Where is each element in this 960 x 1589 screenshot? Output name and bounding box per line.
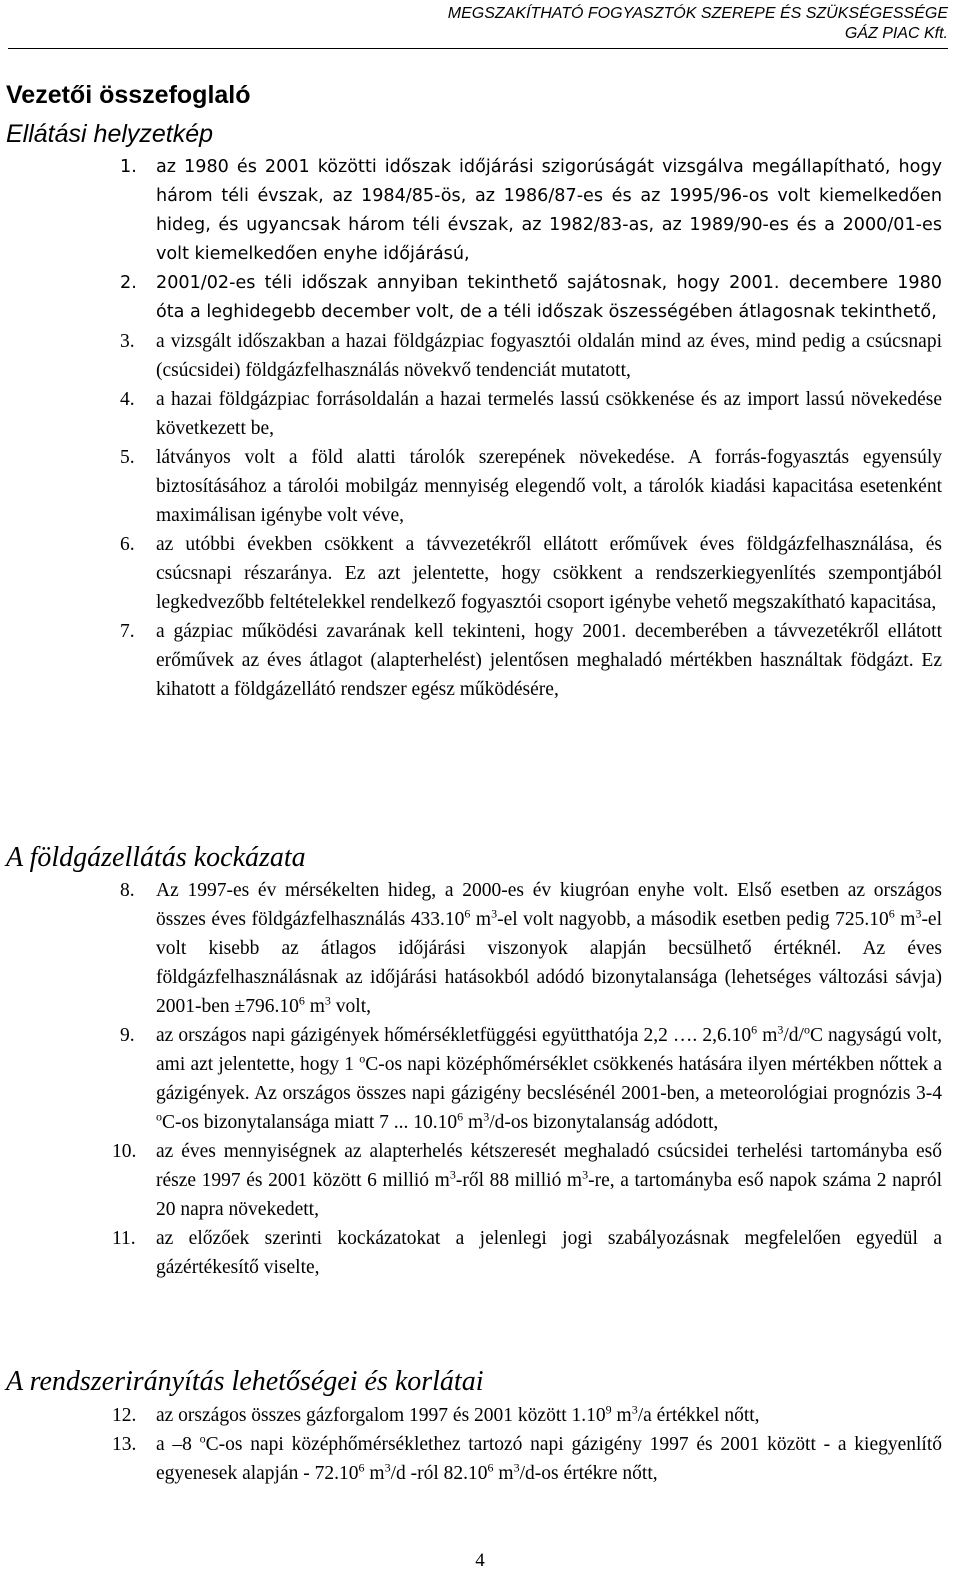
superscript: 3 — [777, 1022, 784, 1037]
item-text — [156, 1402, 760, 1426]
item-number: 5. — [120, 447, 135, 468]
text-run: m — [364, 1463, 385, 1484]
list-item-13 — [0, 1430, 950, 1488]
text-run: C-os napi középhőmérséklet csökkenés hatására ilyen mértékben nőttek a gázigények. Az országos összes napi gázigény becslésénél 2001-ben, a meteorológiai prognózis 3-4 — [156, 1054, 942, 1104]
text-run: Az 1997-es év mérsékelten hideg, a 2000-es év kiugróan enyhe volt. Első esetben az országos összes éves földgázfelhasználás 433.10 — [156, 880, 942, 930]
item-text — [156, 880, 942, 1017]
superscript: 6 — [358, 1460, 365, 1475]
superscript: 6 — [751, 1022, 758, 1037]
text-run: az éves mennyiségnek az alapterhelés kétszeresét meghaladó csúcsidei terhelési tartományba eső része 1997 és 2001 között 6 millió m — [156, 1141, 942, 1191]
list-item-3 — [0, 327, 950, 385]
superscript: 3 — [513, 1460, 520, 1475]
item-number: 2. — [120, 273, 137, 293]
list-item-7 — [0, 617, 950, 704]
item-number: 3. — [120, 331, 135, 352]
list-item-2 — [0, 269, 950, 327]
item-text — [156, 1022, 942, 1133]
text-run: volt, — [330, 996, 371, 1017]
item-text — [156, 1228, 942, 1278]
superscript: 3 — [491, 906, 498, 921]
superscript: 3 — [324, 993, 331, 1008]
superscript: 3 — [483, 1109, 490, 1124]
list-item-8 — [0, 876, 950, 1021]
text-run: m — [304, 996, 325, 1017]
item-number: 1. — [120, 157, 137, 177]
item-number: 13. — [112, 1434, 137, 1455]
list-item-6 — [0, 530, 950, 617]
item-text: a hazai földgázpiac forrásoldalán a hazai termelés lassú csökkenése és az import lassú növekedése következett be, — [156, 389, 942, 439]
supply-items — [0, 153, 950, 704]
superscript: 3 — [582, 1167, 589, 1182]
item-text: a vizsgált időszakban a hazai földgázpiac fogyasztói oldalán mind az éves, mind pedig a csúcsnapi (csúcsidei) földgázfelhasználás növekvő tendenciát mutatott, — [156, 331, 942, 381]
item-text: az 1980 és 2001 közötti időszak időjárási szigorúságát vizsgálva megállapítható, hogy három téli évszak, az 1984/85-ös, az 1986/87-es és az 1995/96-os volt kiemelkedően hideg, és ugyancsak három téli évszak, az 1982/83-as, az 1989/90-es és a 2000/01-es volt kiemelkedően enyhe időjárású, — [156, 157, 942, 264]
text-run: az előzőek szerinti kockázatokat a jelenlegi jogi szabályozásnak megfelelően egyedül a gázértékesítő viselte, — [156, 1228, 942, 1278]
item-number: 12. — [112, 1405, 137, 1426]
text-run: -el volt kisebb az átlagos időjárási viszonyok alapján becsülhető értéknél. Az éves földgázfelhasználásnak az időjárási hatásokból adódó bizonytalansága (lehetséges változási sávja) 2001-ben ±796.10 — [156, 909, 943, 1017]
item-text: 2001/02-es téli időszak annyiban tekinthető sajátosnak, hogy 2001. decembere 1980 óta a leghidegebb december volt, de a téli időszak öszességében átlagosnak tekinthető, — [156, 273, 942, 322]
text-run: m — [470, 909, 492, 930]
running-header — [448, 4, 948, 44]
list-item-1 — [0, 153, 950, 269]
superscript: o — [803, 1022, 810, 1037]
text-run: C-os bizonytalansága miatt 7 ... 10.10 — [162, 1112, 458, 1133]
item-text: a gázpiac működési zavarának kell tekinteni, hogy 2001. decemberében a távvezetékről ellátott erőművek az éves átlagot (alapterhelést) jelentősen meghaladó mértékben használtak födgázt. Ez kihatott a földgázellátó rendszer egész működésére, — [156, 621, 942, 700]
superscript: 6 — [888, 906, 895, 921]
risk-items — [0, 876, 950, 1282]
item-number: 6. — [120, 534, 135, 555]
text-run: m — [611, 1405, 632, 1426]
list-item-12 — [0, 1401, 950, 1430]
superscript: 9 — [605, 1402, 612, 1417]
text-run: /d-os bizonytalanság adódott, — [489, 1112, 719, 1133]
text-run: /d -ról 82.10 — [390, 1463, 488, 1484]
page-number: 4 — [475, 1550, 485, 1571]
item-number: 7. — [120, 621, 135, 642]
text-run: az országos napi gázigények hőmérsékletfüggési együtthatója 2,2 …. 2,6.10 — [156, 1025, 752, 1046]
list-item-5 — [0, 443, 950, 530]
text-run: az országos összes gázforgalom 1997 és 2001 között 1.10 — [156, 1405, 606, 1426]
document-title: Vezetői összefoglaló — [6, 81, 251, 109]
item-number: 11. — [112, 1228, 136, 1249]
header-company: GÁZ PIAC Kft. — [844, 25, 948, 42]
superscript: 6 — [464, 906, 471, 921]
superscript: 3 — [915, 906, 922, 921]
list-item-9 — [0, 1021, 950, 1137]
item-text — [156, 1141, 942, 1220]
superscript: o — [199, 1431, 206, 1446]
text-run: m — [757, 1025, 778, 1046]
control-items — [0, 1401, 950, 1488]
text-run: C nagyságú volt, ami azt jelentette, hogy 1 — [156, 1025, 942, 1075]
item-text — [156, 1431, 943, 1484]
text-run: m — [894, 909, 916, 930]
superscript: 6 — [457, 1109, 464, 1124]
superscript: o — [156, 1109, 162, 1124]
header-rule — [8, 48, 948, 49]
section-heading-risk: A földgázellátás kockázata — [6, 842, 306, 873]
superscript: o — [359, 1051, 366, 1066]
text-run: /d-os értékre nőtt, — [519, 1463, 658, 1484]
item-number: 10. — [112, 1141, 137, 1162]
section-heading-supply: Ellátási helyzetkép — [6, 120, 214, 148]
text-run: -re, a tartományba eső napok száma 2 napról 20 napra növekedett, — [156, 1170, 942, 1220]
superscript: 3 — [384, 1460, 391, 1475]
superscript: 6 — [487, 1460, 494, 1475]
text-run: -el volt nagyobb, a második esetben pedig 725.10 — [497, 909, 889, 930]
list-item-11 — [0, 1224, 950, 1282]
text-run: a –8 — [156, 1434, 200, 1455]
text-run: -ről 88 millió m — [455, 1170, 583, 1191]
header-title: MEGSZAKÍTHATÓ FOGYASZTÓK SZEREPE ÉS SZÜKSÉGESSÉGE — [447, 5, 948, 22]
list-item-4 — [0, 385, 950, 443]
text-run: C-os napi középhőmérséklethez tartozó napi gázigény 1997 és 2001 között - a kiegyenlítő egyenesek alapján - 72.10 — [156, 1434, 943, 1484]
list-item-10 — [0, 1137, 950, 1224]
item-text: az utóbbi években csökkent a távvezetékről ellátott erőművek éves földgázfelhasználása, és csúcsnapi részaránya. Ez azt jelentette, hogy csökkent a rendszerkiegyenlítés szempontjából legkedvezőbb feltételekkel rendelkező fogyasztói csoport igénybe vehető megszakítható kapacitása, — [156, 534, 942, 613]
superscript: 6 — [298, 993, 305, 1008]
superscript: 3 — [631, 1402, 638, 1417]
section-heading-control: A rendszerirányítás lehetőségei és korlátai — [6, 1366, 484, 1397]
text-run: /a értékkel nőtt, — [637, 1405, 760, 1426]
item-number: 9. — [120, 1025, 135, 1046]
superscript: 3 — [449, 1167, 456, 1182]
item-text: látványos volt a föld alatti tárolók szerepének növekedése. A forrás-fogyasztás egyensúly biztosításához a tárolói mobilgáz mennyiség elegendő volt, a tárolók kiadási kapacitása esetenként maximálisan igénybe volt véve, — [156, 447, 942, 526]
text-run: m — [493, 1463, 514, 1484]
item-number: 4. — [120, 389, 135, 410]
item-number: 8. — [120, 880, 135, 901]
text-run: /d/ — [783, 1025, 804, 1046]
text-run: m — [463, 1112, 484, 1133]
